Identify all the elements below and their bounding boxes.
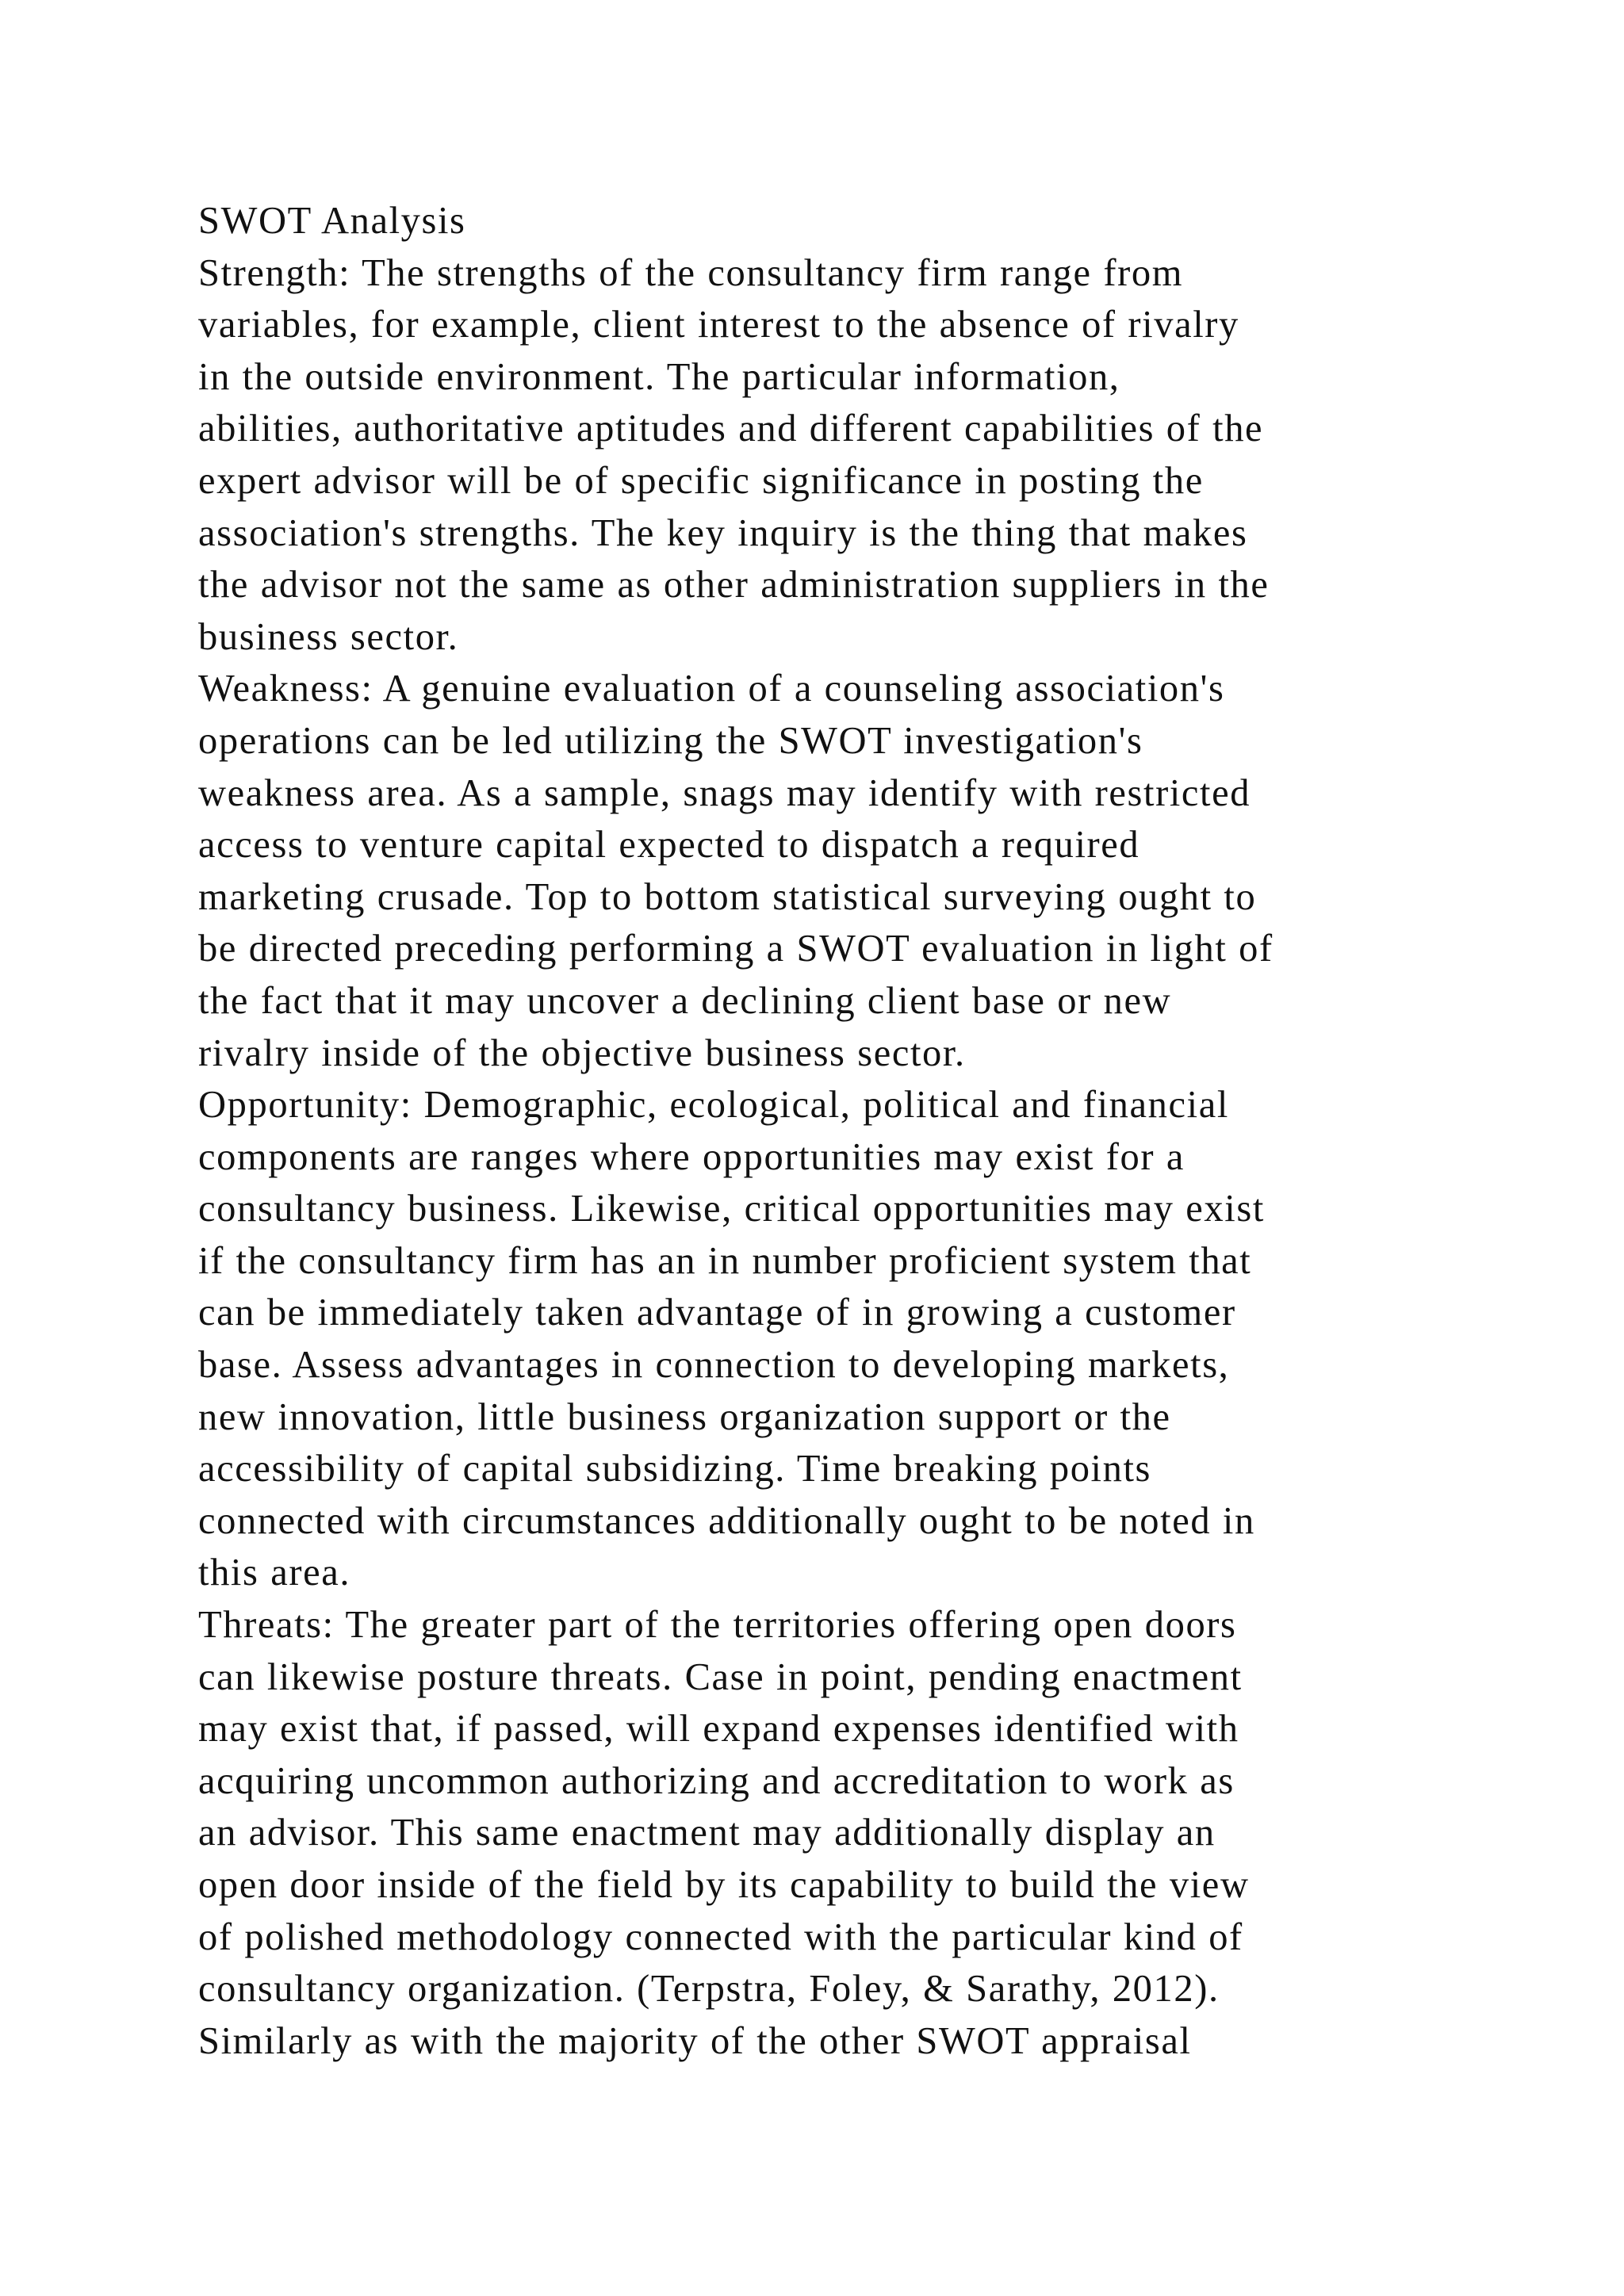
text-line: an advisor. This same enactment may additionally display an (198, 1812, 1216, 1854)
text-line: operations can be led utilizing the SWOT investigation's (198, 719, 1143, 762)
text-line: access to venture capital expected to dispatch a required (198, 824, 1140, 867)
text-line: be directed preceding performing a SWOT evaluation in light of (198, 928, 1274, 970)
text-line: acquiring uncommon authorizing and accreditation to work as (198, 1759, 1235, 1802)
text-line: business sector. (198, 615, 459, 658)
text-line: marketing crusade. Top to bottom statistical surveying ought to (198, 875, 1257, 918)
text-line: new innovation, little business organization support or the (198, 1395, 1171, 1438)
text-line: Strength: The strengths of the consultancy firm range from (198, 251, 1184, 294)
text-line: expert advisor will be of specific significance in posting the (198, 459, 1204, 502)
text-line: this area. (198, 1552, 351, 1594)
text-line: can be immediately taken advantage of in growing a customer (198, 1292, 1236, 1334)
text-line: of polished methodology connected with the particular kind of (198, 1915, 1243, 1958)
text-line: the advisor not the same as other administration suppliers in the (198, 564, 1270, 607)
text-line: weakness area. As a sample, snags may identify with restricted (198, 771, 1251, 814)
text-line: base. Assess advantages in connection to developing markets, (198, 1344, 1230, 1387)
text-line: connected with circumstances additionally ought to be noted in (198, 1499, 1255, 1542)
text-line: Similarly as with the majority of the other SWOT appraisal (198, 2019, 1192, 2062)
text-line: open door inside of the field by its capability to build the view (198, 1864, 1250, 1906)
text-line: consultancy organization. (Terpstra, Foley, & Sarathy, 2012). (198, 1968, 1220, 2011)
text-line: can likewise posture threats. Case in point, pending enactment (198, 1655, 1243, 1698)
text-line: Weakness: A genuine evaluation of a counseling association's (198, 668, 1225, 710)
text-line: accessibility of capital subsidizing. Time breaking points (198, 1448, 1152, 1490)
text-line: Threats: The greater part of the territories offering open doors (198, 1604, 1237, 1647)
text-line: association's strengths. The key inquiry is the thing that makes (198, 511, 1248, 554)
document-body (198, 195, 1499, 2067)
text-line: variables, for example, client interest to the absence of rivalry (198, 304, 1239, 346)
text-line: in the outside environment. The particular information, (198, 355, 1120, 398)
document-title: SWOT Analysis (198, 200, 466, 242)
text-line: the fact that it may uncover a declining client base or new (198, 979, 1172, 1022)
text-line: may exist that, if passed, will expand expenses identified with (198, 1708, 1239, 1751)
text-line: abilities, authoritative aptitudes and different capabilities of the (198, 408, 1264, 450)
text-line: consultancy business. Likewise, critical opportunities may exist (198, 1188, 1265, 1230)
text-line: Opportunity: Demographic, ecological, political and financial (198, 1084, 1229, 1127)
text-line: rivalry inside of the objective business sector. (198, 1031, 966, 1074)
text-line: components are ranges where opportunities may exist for a (198, 1135, 1185, 1178)
text-line: if the consultancy firm has an in number proficient system that (198, 1239, 1252, 1282)
